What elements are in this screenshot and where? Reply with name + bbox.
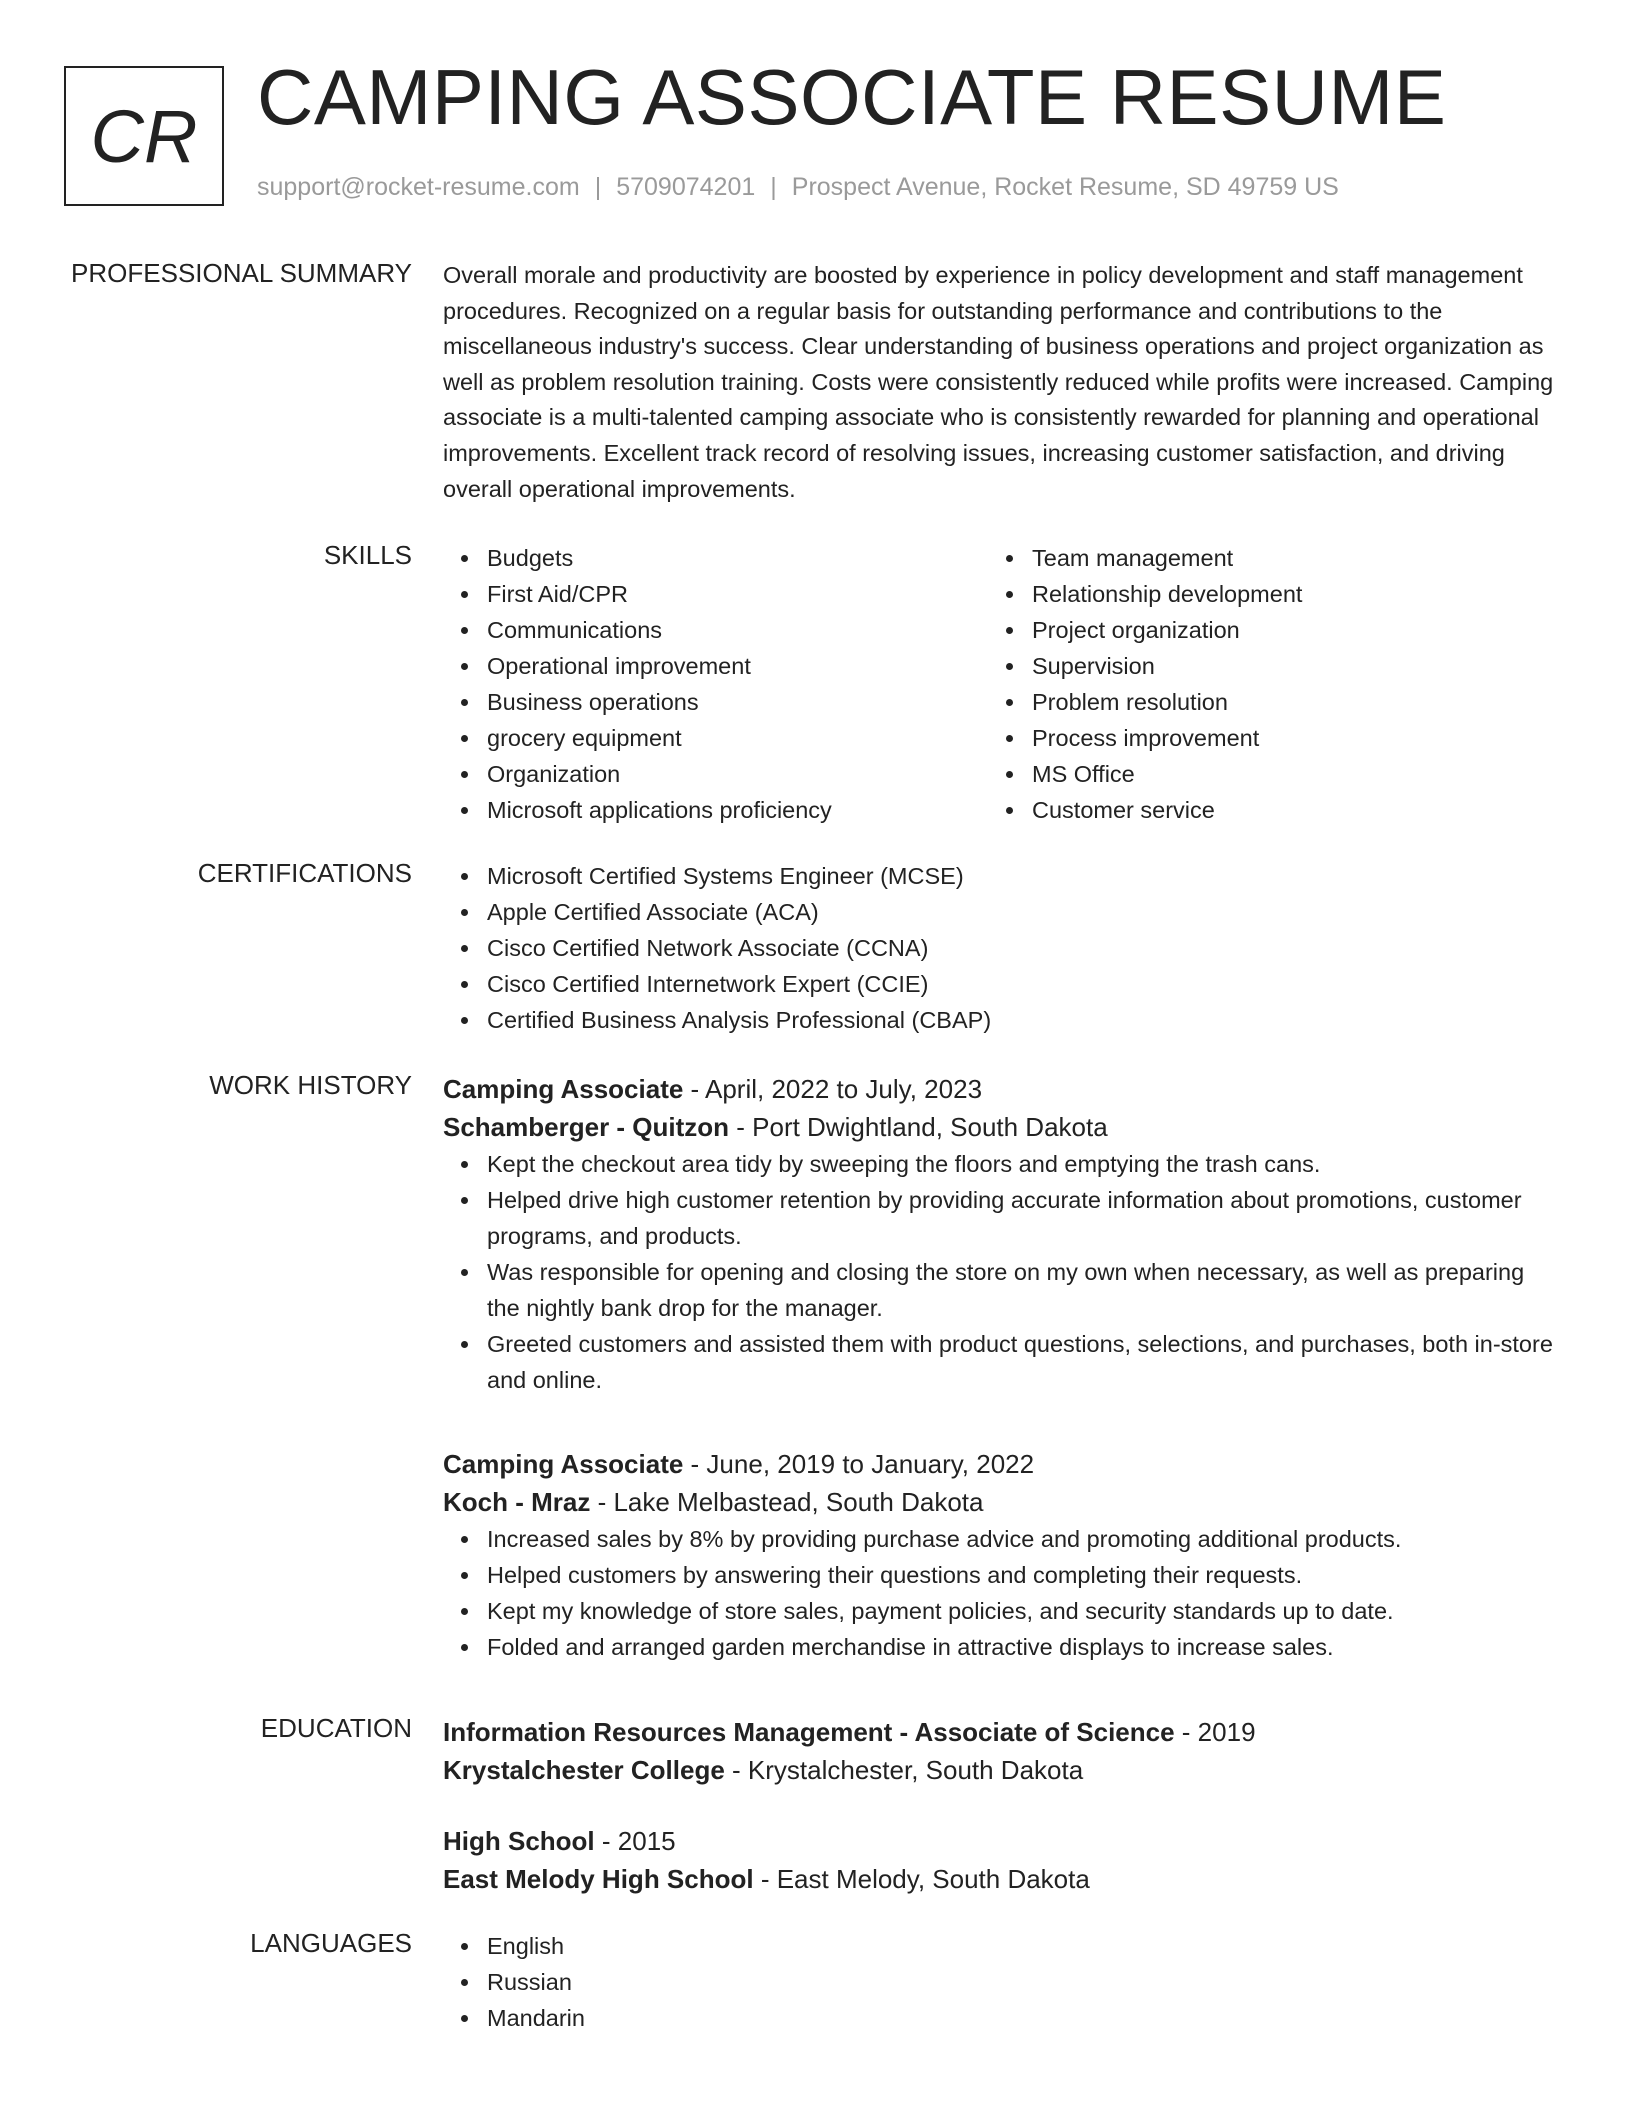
job-title-line: [443, 1445, 1563, 1483]
job-company: Koch - Mraz: [443, 1487, 591, 1517]
page-title: CAMPING ASSOCIATE RESUME: [257, 53, 1447, 141]
contact-separator: |: [594, 173, 602, 201]
job-role: Camping Associate: [443, 1074, 684, 1104]
language-item: Mandarin: [443, 2000, 1563, 2036]
section-label-skills: SKILLS: [323, 540, 412, 570]
section-label-education: EDUCATION: [260, 1713, 412, 1743]
skill-item: Organization: [443, 756, 988, 792]
job-duty-item: Kept the checkout area tidy by sweeping the floors and emptying the trash cans.: [443, 1146, 1563, 1182]
degree-year: - 2015: [594, 1826, 676, 1856]
language-item: English: [443, 1928, 1563, 1964]
section-label-summary: PROFESSIONAL SUMMARY: [71, 258, 412, 288]
skill-item: Problem resolution: [988, 684, 1533, 720]
languages-list: [443, 1928, 1563, 2036]
job-location: - Lake Melbastead, South Dakota: [590, 1487, 984, 1517]
skill-item: Relationship development: [988, 576, 1533, 612]
contact-address: Prospect Avenue, Rocket Resume, SD 49759 US: [791, 173, 1339, 201]
section-label-languages: LANGUAGES: [250, 1928, 412, 1958]
education-entry: [443, 1713, 1563, 1789]
skill-item: Supervision: [988, 648, 1533, 684]
skill-item: Process improvement: [988, 720, 1533, 756]
job-duty-item: Helped customers by answering their questions and completing their requests.: [443, 1557, 1563, 1593]
skill-item: Team management: [988, 540, 1533, 576]
degree-line: [443, 1822, 1563, 1860]
job-duty-item: Increased sales by 8% by providing purchase advice and promoting additional products.: [443, 1521, 1563, 1557]
skill-item: Customer service: [988, 792, 1533, 828]
school-line: [443, 1860, 1563, 1898]
skill-item: Communications: [443, 612, 988, 648]
skill-item: Budgets: [443, 540, 988, 576]
section-label-certifications: CERTIFICATIONS: [197, 858, 412, 888]
skill-item: Operational improvement: [443, 648, 988, 684]
school-location: - East Melody, South Dakota: [753, 1864, 1090, 1894]
school-location: - Krystalchester, South Dakota: [724, 1755, 1084, 1785]
degree-line: [443, 1713, 1563, 1751]
job-duty-item: Folded and arranged garden merchandise in attractive displays to increase sales.: [443, 1629, 1563, 1665]
certification-item: Cisco Certified Network Associate (CCNA): [443, 930, 1563, 966]
job-company-line: [443, 1108, 1563, 1146]
skills-list-right: [988, 540, 1533, 828]
monogram: CR: [64, 66, 224, 206]
skills-list-left: [443, 540, 988, 828]
contact-phone: 5709074201: [616, 173, 756, 201]
degree: Information Resources Management - Associate of Science: [443, 1717, 1175, 1747]
job-duties-list: [443, 1146, 1563, 1398]
job-duties-list: [443, 1521, 1563, 1665]
job-role: Camping Associate: [443, 1449, 684, 1479]
job-company-line: [443, 1483, 1563, 1521]
job-duty-item: Kept my knowledge of store sales, payment policies, and security standards up to date.: [443, 1593, 1563, 1629]
degree: High School: [443, 1826, 595, 1856]
contact-email: support@rocket-resume.com: [257, 173, 580, 201]
certification-item: Cisco Certified Internetwork Expert (CCIE): [443, 966, 1563, 1002]
job-duty-item: Helped drive high customer retention by providing accurate information about promotions, customer programs, and products.: [443, 1182, 1563, 1254]
certification-item: Microsoft Certified Systems Engineer (MCSE): [443, 858, 1563, 894]
job-dates: - April, 2022 to July, 2023: [683, 1074, 983, 1104]
job-company: Schamberger - Quitzon: [443, 1112, 730, 1142]
language-item: Russian: [443, 1964, 1563, 2000]
skill-item: First Aid/CPR: [443, 576, 988, 612]
contact-separator: |: [770, 173, 777, 201]
job-location: - Port Dwightland, South Dakota: [729, 1112, 1108, 1142]
certification-item: Certified Business Analysis Professional (CBAP): [443, 1002, 1563, 1038]
school-line: [443, 1751, 1563, 1789]
skill-item: MS Office: [988, 756, 1533, 792]
school: Krystalchester College: [443, 1755, 725, 1785]
education-entry: [443, 1822, 1563, 1898]
degree-year: - 2019: [1174, 1717, 1256, 1747]
job-title-line: [443, 1070, 1563, 1108]
summary-text: Overall morale and productivity are boosted by experience in policy development and staff management procedures. Recognized on a regular basis for outstanding performance and contributions to the miscellaneous industry's success. Clear understanding of business operations and project organization as well as problem resolution training. Costs were consistently reduced while profits were increased. Camping associate is a multi-talented camping associate who is consistently rewarded for planning and operational improvements. Excellent track record of resolving issues, increasing customer satisfaction, and driving overall operational improvements.: [443, 262, 1554, 502]
certifications-list: [443, 858, 1563, 1038]
skill-item: Business operations: [443, 684, 988, 720]
skill-item: grocery equipment: [443, 720, 988, 756]
job-entry: [443, 1445, 1563, 1665]
job-duty-item: Greeted customers and assisted them with product questions, selections, and purchases, both in-store and online.: [443, 1326, 1563, 1398]
section-label-work-history: WORK HISTORY: [209, 1070, 412, 1100]
school: East Melody High School: [443, 1864, 754, 1894]
job-entry: [443, 1070, 1563, 1398]
job-dates: - June, 2019 to January, 2022: [683, 1449, 1035, 1479]
skill-item: Microsoft applications proficiency: [443, 792, 988, 828]
job-duty-item: Was responsible for opening and closing the store on my own when necessary, as well as preparing the nightly bank drop for the manager.: [443, 1254, 1563, 1326]
contact-line: [257, 173, 1339, 202]
certification-item: Apple Certified Associate (ACA): [443, 894, 1563, 930]
skill-item: Project organization: [988, 612, 1533, 648]
